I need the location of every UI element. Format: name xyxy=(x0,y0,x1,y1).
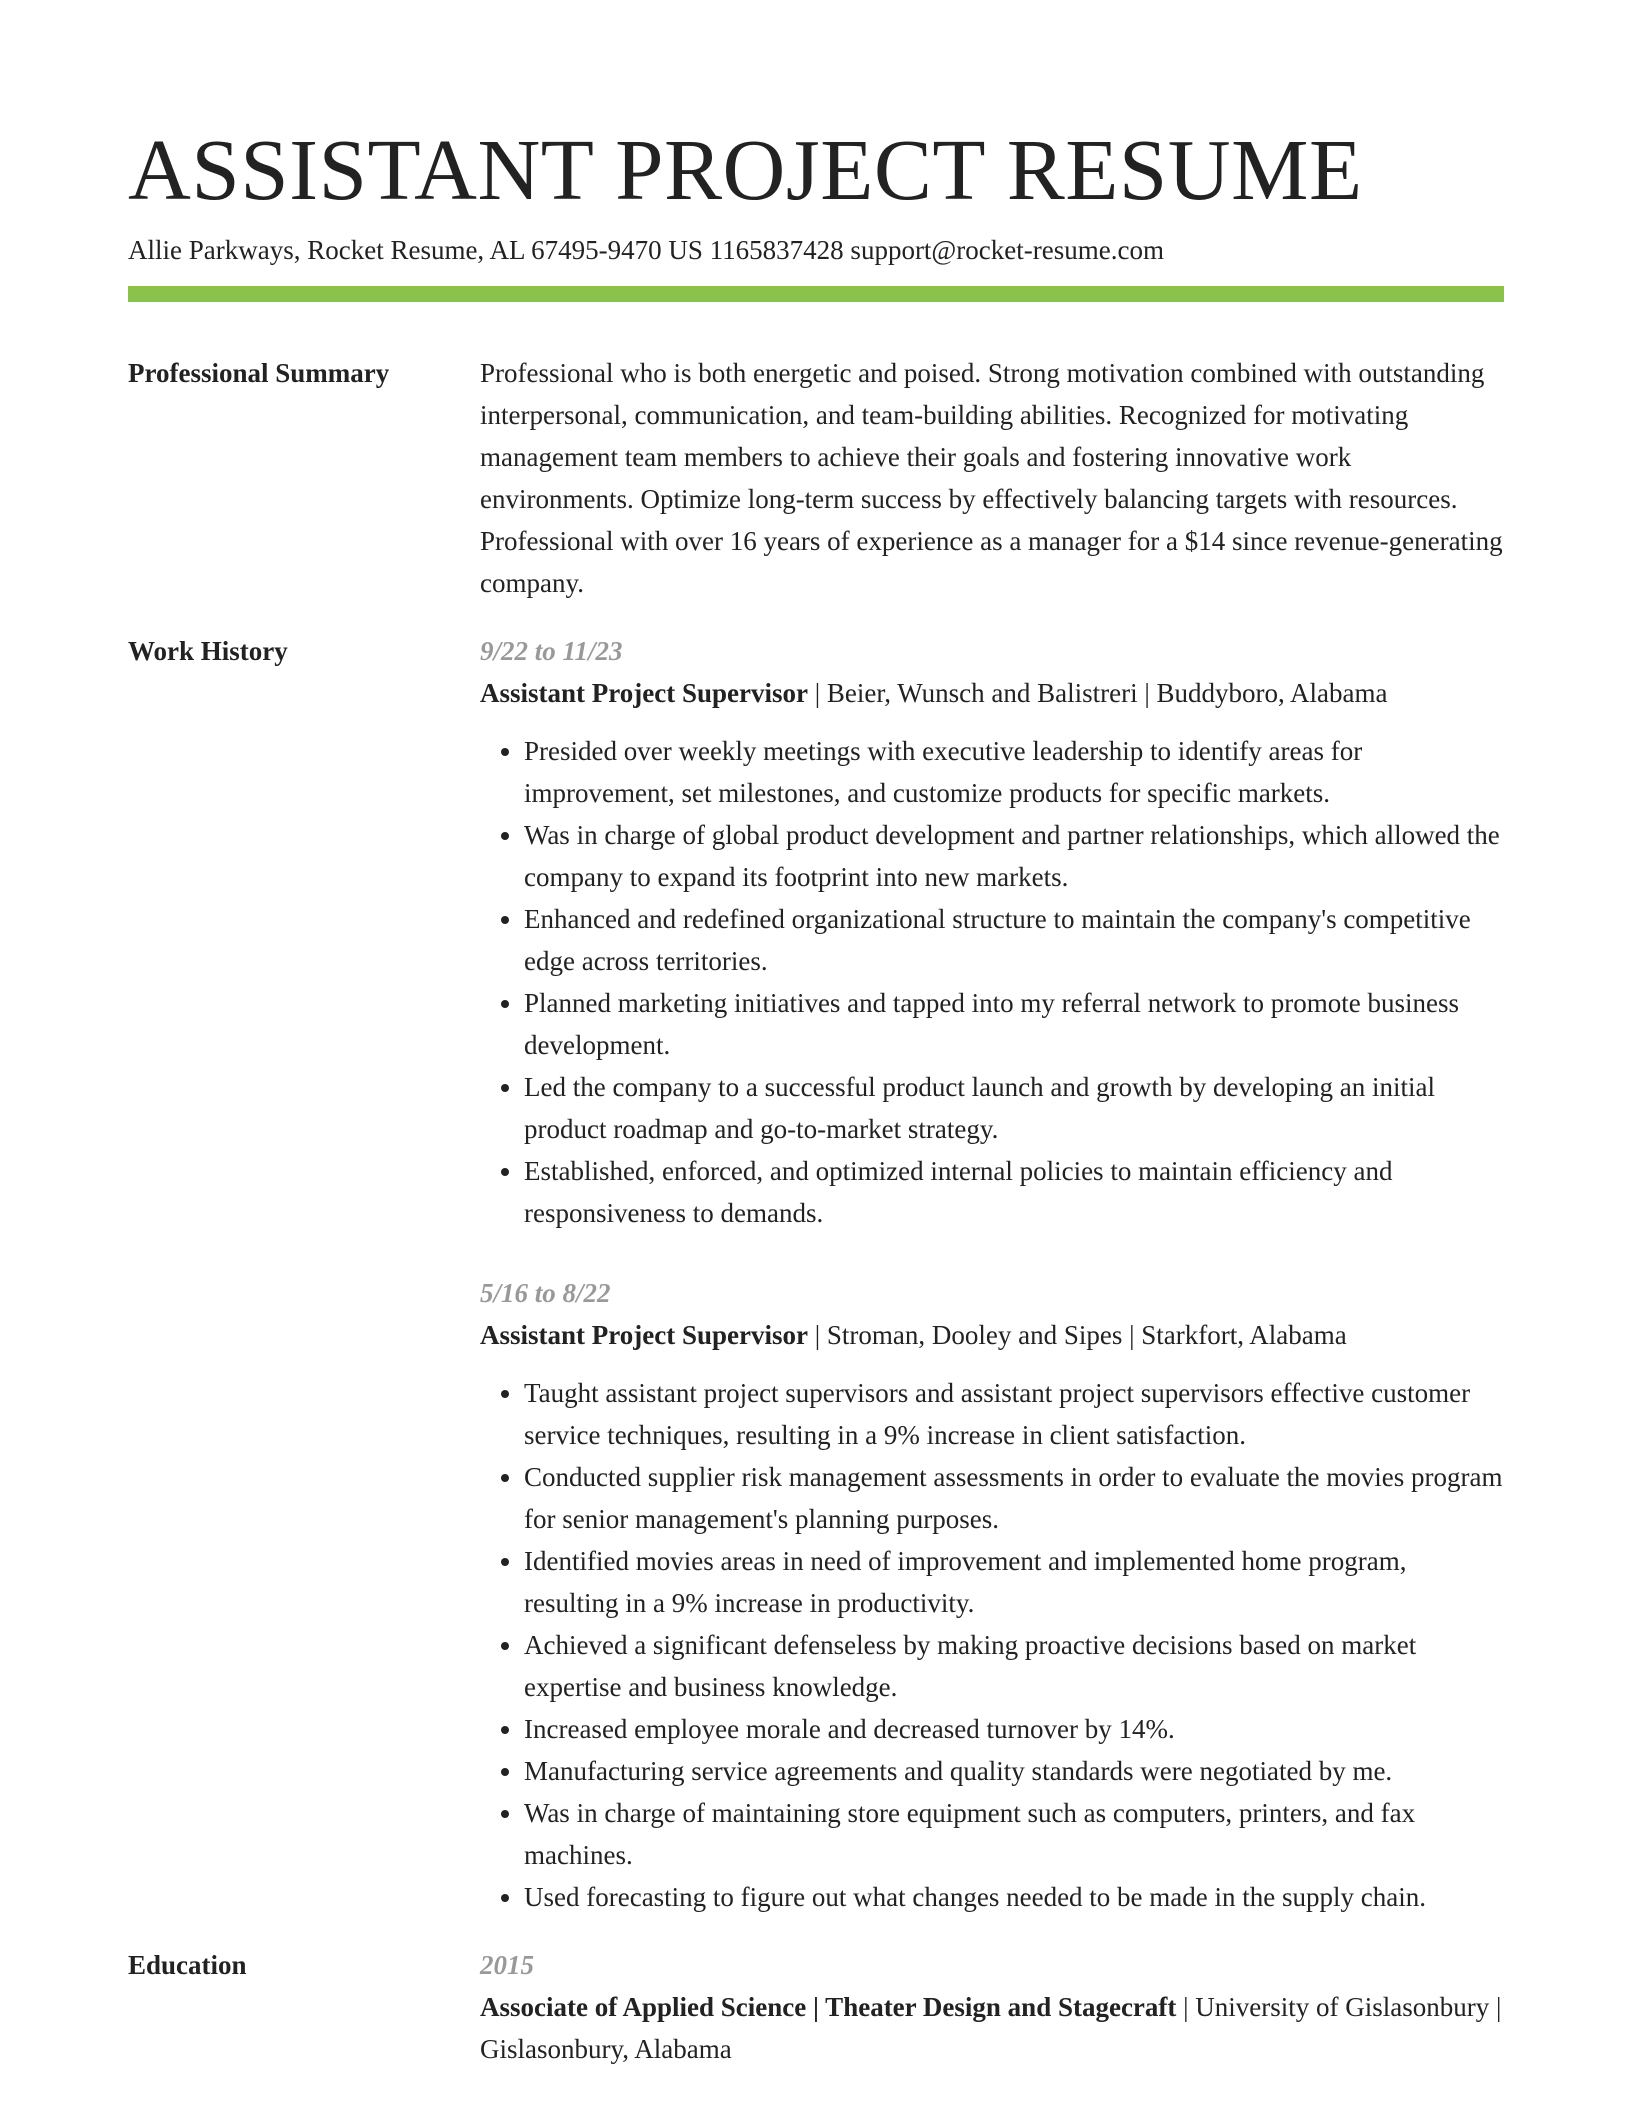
summary-body xyxy=(480,352,1504,604)
education-section xyxy=(128,1944,1504,2070)
list-item: • Manufacturing service agreements and quality standards were negotiated by me. xyxy=(524,1750,1504,1792)
work-history-section xyxy=(128,630,1504,1918)
job-title: Assistant Project Supervisor xyxy=(480,678,808,708)
job-heading xyxy=(480,672,1504,714)
job-title: Assistant Project Supervisor xyxy=(480,1320,808,1350)
education-details: | University of Gislasonbury | Gislasonbury, Alabama xyxy=(480,1992,1502,2064)
list-item: • Used forecasting to figure out what changes needed to be made in the supply chain. xyxy=(524,1876,1504,1918)
contact-info: Allie Parkways, Rocket Resume, AL 67495-9470 US 1165837428 support@rocket-resume.com xyxy=(128,235,1164,265)
section-label-work: Work History xyxy=(128,636,288,666)
job-bullets xyxy=(480,730,1504,1234)
list-item: • Led the company to a successful product launch and growth by developing an initial product roadmap and go-to-market strategy. xyxy=(524,1066,1504,1150)
list-item: • Achieved a significant defenseless by making proactive decisions based on market expertise and business knowledge. xyxy=(524,1624,1504,1708)
list-item: • Established, enforced, and optimized internal policies to maintain efficiency and responsiveness to demands. xyxy=(524,1150,1504,1234)
job-heading xyxy=(480,1314,1504,1356)
list-item: • Conducted supplier risk management assessments in order to evaluate the movies program for senior management's planning purposes. xyxy=(524,1456,1504,1540)
job-bullets xyxy=(480,1372,1504,1918)
list-item: • Increased employee morale and decreased turnover by 14%. xyxy=(524,1708,1504,1750)
list-item: • Enhanced and redefined organizational structure to maintain the company's competitive edge across territories. xyxy=(524,898,1504,982)
list-item: • Was in charge of maintaining store equipment such as computers, printers, and fax machines. xyxy=(524,1792,1504,1876)
education-year: 2015 xyxy=(480,1950,534,1980)
job-dates: 9/22 to 11/23 xyxy=(480,636,623,666)
job-entry xyxy=(480,630,1504,1234)
job-details: | Stroman, Dooley and Sipes | Starkfort, Alabama xyxy=(807,1320,1347,1350)
header-divider xyxy=(128,286,1504,302)
resume-title: ASSISTANT PROJECT RESUME xyxy=(128,121,1363,218)
list-item: • Was in charge of global product development and partner relationships, which allowed the company to expand its footprint into new markets. xyxy=(524,814,1504,898)
job-details: | Beier, Wunsch and Balistreri | Buddyboro, Alabama xyxy=(807,678,1388,708)
education-heading xyxy=(480,1986,1504,2070)
summary-text: Professional who is both energetic and poised. Strong motivation combined with outstanding interpersonal, communication, and team-building abilities. Recognized for motivating management team members to achieve their goals and fostering innovative work environments. Optimize long-term success by effectively balancing targets with resources. Professional with over 16 years of experience as a manager for a $14 since revenue-generating company. xyxy=(480,358,1503,598)
education-degree: Associate of Applied Science | Theater Design and Stagecraft xyxy=(480,1992,1177,2022)
list-item: • Identified movies areas in need of improvement and implemented home program, resulting in a 9% increase in productivity. xyxy=(524,1540,1504,1624)
list-item: • Presided over weekly meetings with executive leadership to identify areas for improvement, set milestones, and customize products for specific markets. xyxy=(524,730,1504,814)
list-item: • Taught assistant project supervisors and assistant project supervisors effective customer service techniques, resulting in a 9% increase in client satisfaction. xyxy=(524,1372,1504,1456)
education-body xyxy=(480,1944,1504,2070)
job-dates: 5/16 to 8/22 xyxy=(480,1278,611,1308)
section-label-summary: Professional Summary xyxy=(128,358,390,388)
section-label-education: Education xyxy=(128,1950,247,1980)
work-body xyxy=(480,630,1504,1918)
list-item: • Planned marketing initiatives and tapped into my referral network to promote business development. xyxy=(524,982,1504,1066)
resume-page xyxy=(128,118,1504,2070)
job-entry xyxy=(480,1272,1504,1918)
professional-summary-section xyxy=(128,352,1504,604)
